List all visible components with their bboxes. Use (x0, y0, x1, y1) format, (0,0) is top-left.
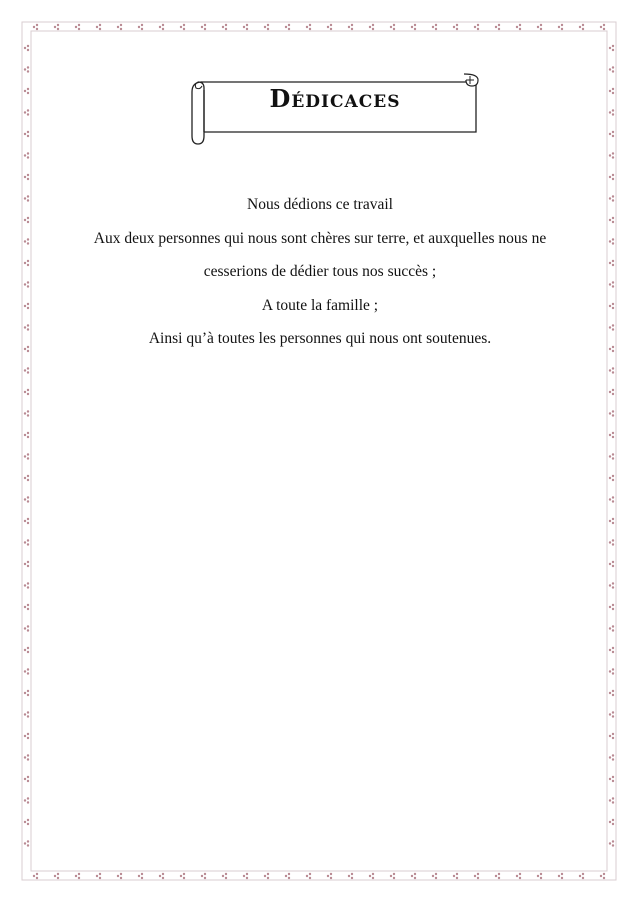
border-motif-icon (285, 873, 290, 879)
border-motif-icon (369, 873, 374, 879)
border-motif-icon (609, 88, 614, 94)
border-motif-icon (474, 24, 479, 30)
page-title: Dédicaces (269, 84, 401, 113)
border-motif-icon (54, 24, 59, 30)
border-motif-icon (495, 24, 500, 30)
border-motif-icon (609, 797, 614, 803)
border-motif-icon (609, 432, 614, 438)
border-motif-icon (609, 647, 614, 653)
border-motif-icon (411, 24, 416, 30)
border-motif-icon (138, 873, 143, 879)
border-motif-icon (609, 711, 614, 717)
border-motif-icon (24, 88, 29, 94)
border-motif-icon (327, 24, 332, 30)
border-motif-icon (180, 24, 185, 30)
border-motif-icon (24, 45, 29, 51)
border-motif-icon (609, 754, 614, 760)
border-motif-icon (24, 647, 29, 653)
border-motif-icon (33, 24, 38, 30)
border-motif-icon (609, 604, 614, 610)
border-motif-icon (24, 561, 29, 567)
border-motif-icon (609, 776, 614, 782)
dedication-text (80, 188, 560, 356)
border-motif-icon (609, 819, 614, 825)
border-motif-icon (96, 24, 101, 30)
border-motif-icon (24, 410, 29, 416)
border-motif-icon (453, 24, 458, 30)
border-motif-icon (609, 346, 614, 352)
border-motif-icon (24, 453, 29, 459)
border-motif-icon (579, 873, 584, 879)
border-motif-icon (411, 873, 416, 879)
dedication-line: Aux deux personnes qui nous sont chères sur terre, et auxquelles nous ne (93, 229, 547, 247)
border-motif-icon (24, 260, 29, 266)
border-motif-icon (609, 496, 614, 502)
border-motif-icon (369, 24, 374, 30)
border-motif-icon (609, 303, 614, 309)
border-motif-icon (609, 668, 614, 674)
border-motif-icon (24, 152, 29, 158)
border-motif-icon (180, 873, 185, 879)
border-motif-icon (609, 410, 614, 416)
border-motif-icon (609, 453, 614, 459)
border-motif-icon (138, 24, 143, 30)
border-motif-icon (33, 873, 38, 879)
border-motif-icon (609, 238, 614, 244)
border-motif-icon (609, 475, 614, 481)
border-motif-icon (24, 604, 29, 610)
border-motif-icon (609, 561, 614, 567)
border-motif-icon (222, 873, 227, 879)
border-motif-icon (600, 873, 605, 879)
border-motif-icon (24, 367, 29, 373)
border-motif-icon (243, 873, 248, 879)
border-motif-icon (609, 367, 614, 373)
border-motif-icon (609, 690, 614, 696)
border-motif-icon (306, 24, 311, 30)
border-motif-icon (306, 873, 311, 879)
border-motif-icon (264, 873, 269, 879)
border-motif-icon (54, 873, 59, 879)
border-motif-icon (390, 24, 395, 30)
border-motif-icon (24, 668, 29, 674)
border-motif-icon (117, 24, 122, 30)
border-motif-icon (609, 66, 614, 72)
border-motif-icon (609, 625, 614, 631)
border-motif-icon (24, 217, 29, 223)
border-motif-icon (117, 873, 122, 879)
border-motif-icon (537, 873, 542, 879)
border-motif-icon (24, 109, 29, 115)
border-motif-icon (24, 303, 29, 309)
border-motif-icon (24, 582, 29, 588)
border-motif-icon (24, 754, 29, 760)
border-motif-icon (495, 873, 500, 879)
border-motif-icon (516, 873, 521, 879)
border-motif-icon (390, 873, 395, 879)
border-motif-icon (24, 518, 29, 524)
border-motif-icon (558, 24, 563, 30)
border-motif-icon (24, 131, 29, 137)
border-motif-icon (609, 152, 614, 158)
border-motif-icon (24, 797, 29, 803)
border-motif-icon (474, 873, 479, 879)
border-motif-icon (609, 539, 614, 545)
border-motif-icon (609, 733, 614, 739)
border-motif-icon (24, 432, 29, 438)
border-motif-icon (24, 733, 29, 739)
border-motif-icon (609, 324, 614, 330)
border-motif-icon (516, 24, 521, 30)
dedication-line: A toute la famille ; (261, 296, 379, 314)
border-motif-icon (432, 873, 437, 879)
border-motif-icon (24, 281, 29, 287)
border-motif-icon (609, 582, 614, 588)
border-motif-icon (327, 873, 332, 879)
border-motif-icon (75, 24, 80, 30)
border-motif-icon (24, 690, 29, 696)
border-motif-icon (609, 260, 614, 266)
border-motif-icon (159, 873, 164, 879)
border-motif-icon (609, 109, 614, 115)
border-motif-icon (201, 24, 206, 30)
border-motif-icon (579, 24, 584, 30)
border-motif-icon (24, 496, 29, 502)
dedication-line: Nous dédions ce travail (247, 196, 393, 213)
border-motif-icon (24, 711, 29, 717)
border-motif-icon (609, 840, 614, 846)
border-motif-icon (243, 24, 248, 30)
border-motif-icon (609, 45, 614, 51)
border-motif-icon (609, 217, 614, 223)
border-motif-icon (285, 24, 290, 30)
border-motif-icon (24, 324, 29, 330)
border-motif-icon (24, 66, 29, 72)
border-motif-icon (24, 238, 29, 244)
border-motif-icon (159, 24, 164, 30)
border-motif-icon (453, 873, 458, 879)
border-motif-icon (537, 24, 542, 30)
border-motif-icon (609, 131, 614, 137)
border-motif-icon (24, 625, 29, 631)
border-motif-icon (348, 873, 353, 879)
border-motif-icon (222, 24, 227, 30)
dedication-line: cesserions de dédier tous nos succès ; (203, 263, 437, 280)
border-motif-icon (24, 174, 29, 180)
border-motif-icon (264, 24, 269, 30)
border-motif-icon (24, 539, 29, 545)
border-motif-icon (348, 24, 353, 30)
border-motif-icon (24, 819, 29, 825)
border-motif-icon (24, 840, 29, 846)
border-motif-icon (609, 389, 614, 395)
border-motif-icon (24, 389, 29, 395)
border-motif-icon (558, 873, 563, 879)
border-motif-icon (432, 24, 437, 30)
border-motif-icon (24, 195, 29, 201)
border-motif-icon (24, 346, 29, 352)
dedication-line: Ainsi qu’à toutes les personnes qui nous ont soutenues. (148, 330, 492, 347)
border-motif-icon (24, 776, 29, 782)
border-motif-icon (609, 195, 614, 201)
border-motif-icon (609, 518, 614, 524)
border-motif-icon (609, 174, 614, 180)
border-motif-icon (75, 873, 80, 879)
border-motif-icon (24, 475, 29, 481)
border-motif-icon (96, 873, 101, 879)
border-motif-icon (609, 281, 614, 287)
border-motif-icon (201, 873, 206, 879)
border-motif-icon (600, 24, 605, 30)
